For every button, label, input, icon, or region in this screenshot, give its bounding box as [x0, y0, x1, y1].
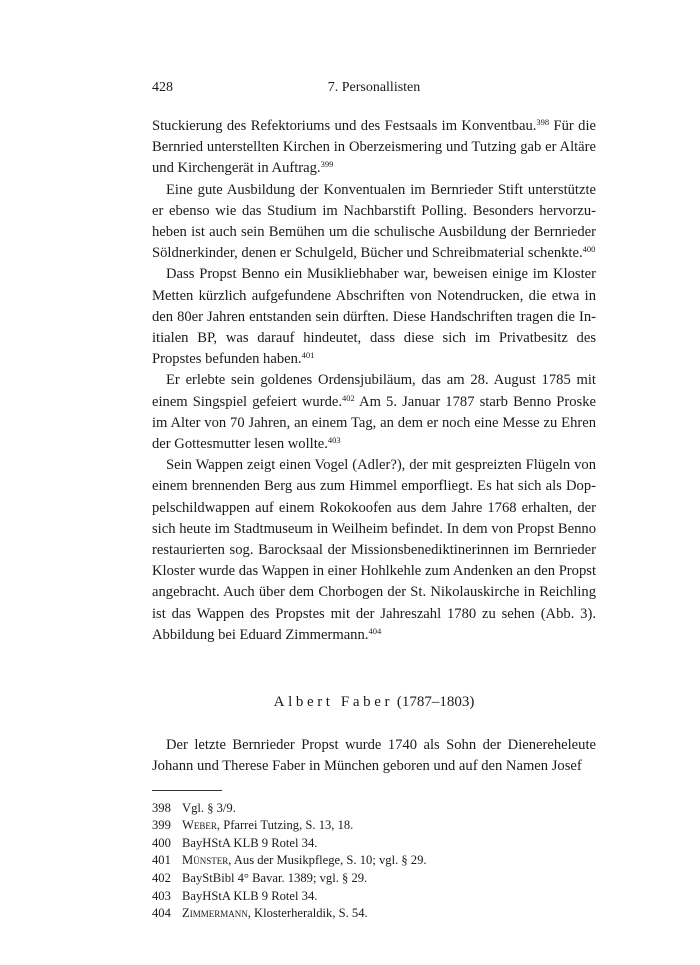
- body-paragraph: [152, 116, 596, 180]
- paragraph-list: [152, 116, 596, 646]
- section-name: Albert Faber: [273, 694, 394, 711]
- footnote-content: BayHStA KLB 9 Rotel 34.: [182, 835, 318, 850]
- footnote-text: [182, 905, 368, 923]
- footnote-content: Vgl. § 3/9.: [182, 800, 236, 815]
- footnote-text: [182, 800, 236, 818]
- footnote-marker[interactable]: 398: [536, 117, 550, 127]
- footnote-marker[interactable]: 401: [301, 350, 315, 361]
- footnote-rule: [152, 790, 222, 791]
- page: [152, 80, 596, 923]
- footnote: [152, 817, 596, 835]
- footnote: [152, 888, 596, 906]
- footnote: [152, 905, 596, 923]
- footnote-list: [152, 800, 596, 923]
- body-paragraph: [152, 264, 596, 370]
- footnote-text: [182, 835, 317, 853]
- footnote-number: 398: [152, 800, 171, 815]
- footnote-content: , Aus der Musikpflege, S. 10; vgl. § 29.: [228, 853, 427, 868]
- body-paragraph: [152, 370, 596, 455]
- footnote: [152, 800, 596, 818]
- footnote-number: 404: [152, 906, 171, 921]
- footnote-author: Zimmermann: [182, 906, 248, 921]
- footnote-number: 403: [152, 888, 171, 903]
- running-head: 7. Personallisten: [327, 80, 421, 95]
- paragraph-text: Stuckierung des Refektoriums und des Festsaals im Konventbau.: [152, 118, 537, 134]
- section-paragraph: Der letzte Bernrieder Propst wurde 1740 als Sohn der Dienereheleute Johann und Therese Faber in München geboren und auf den Namen Josef: [152, 737, 596, 775]
- footnote-marker[interactable]: 403: [327, 435, 341, 446]
- footnote-text: [182, 870, 367, 888]
- footnote-content: , Klosterheraldik, S. 54.: [247, 906, 368, 921]
- footnote-number: 399: [152, 818, 171, 833]
- footnote-number: 400: [152, 835, 171, 850]
- footnote: [152, 835, 596, 853]
- footnote-marker[interactable]: 402: [342, 392, 355, 403]
- footnote-text: [182, 817, 353, 835]
- footnote-text: [182, 852, 427, 870]
- body-paragraph: [152, 180, 596, 265]
- footnote-marker[interactable]: 404: [368, 625, 382, 636]
- footnote: [152, 852, 596, 870]
- footnote-content: , Pfarrei Tutzing, S. 13, 18.: [216, 818, 354, 833]
- footnote-number: 402: [152, 871, 171, 886]
- footnote-text: [182, 888, 317, 906]
- main-text: [152, 116, 596, 778]
- footnote-author: Weber: [182, 818, 217, 833]
- paragraph-text: Für die Bernried unterstellten Kirchen in Oberzeismering und Tutzing gab er Altäre und Kirchengerät in Auftrag.: [152, 118, 596, 177]
- footnote-content: BayHStA KLB 9 Rotel 34.: [182, 888, 318, 903]
- footnote-marker[interactable]: 399: [320, 159, 334, 170]
- page-number: 428: [152, 80, 173, 95]
- footnote-marker[interactable]: 400: [582, 244, 596, 255]
- paragraph-text: Eine gute Ausbildung der Konventualen im Bernrieder Stift unterstützte er ebenso wie das Studium im Nachbarstift Polling. Besonders hervorzu-heben ist auch sein Bemühen um die schulische Ausbildung der Bernrieder Söldnerkinder, denen er Schulgeld, Bücher und Schreibmaterial schenkte.: [152, 181, 596, 262]
- section-heading: [152, 692, 596, 713]
- paragraph-text: Sein Wappen zeigt einen Vogel (Adler?), der mit gespreizten Flügeln von einem brennenden Berg aus zum Himmel emporfliegt. Es hat sich als Dop-pelschildwappen auf einem Rokokoofen aus dem Jahre 1768 erhalten, der sich heute im Stadtmuseum in Weilheim befindet. In dem von Propst Benno restaurierten sog. Barocksaal der Missionsbenediktinerinnen im Bernrieder Kloster wurde das Wappen in einer Hohlkehle zum Andenken an den Propst angebracht. Auch über dem Chorbogen der St. Nikolauskirche in Reichling ist das Wappen des Propstes mit der Jahreszahl 1780 zu sehen (Abb. 3). Abbildung bei Eduard Zimmermann.: [152, 457, 596, 643]
- footnote-author: Münster: [182, 853, 229, 868]
- footnote: [152, 870, 596, 888]
- footnote-number: 401: [152, 853, 171, 868]
- paragraph-text: Er erlebte sein goldenes Ordensjubiläum, das am 28. August 1785 mit einem Singspiel gefeiert wurde.: [152, 372, 596, 410]
- paragraph-text: Am 5. Januar 1787 starb Benno Proske im Alter von 70 Jahren, an einem Tag, an dem er noch eine Messe zu Ehren der Gottesmutter lesen wollte.: [152, 393, 597, 453]
- page-header: [152, 80, 596, 102]
- section-dates: (1787–1803): [396, 694, 475, 711]
- body-paragraph: [152, 455, 596, 646]
- paragraph-text: Dass Propst Benno ein Musikliebhaber war, beweisen einige im Kloster Metten kürzlich aufgefundene Abschriften von Notendrucken, die etwa in den 80er Jahren entstanden sein dürften. Diese Handschriften tragen die In-itialen BP, was darauf hindeutet, dass diese sich im Privatbesitz des Propstes befunden haben.: [152, 266, 596, 368]
- footnote-content: BayStBibl 4° Bavar. 1389; vgl. § 29.: [182, 871, 368, 886]
